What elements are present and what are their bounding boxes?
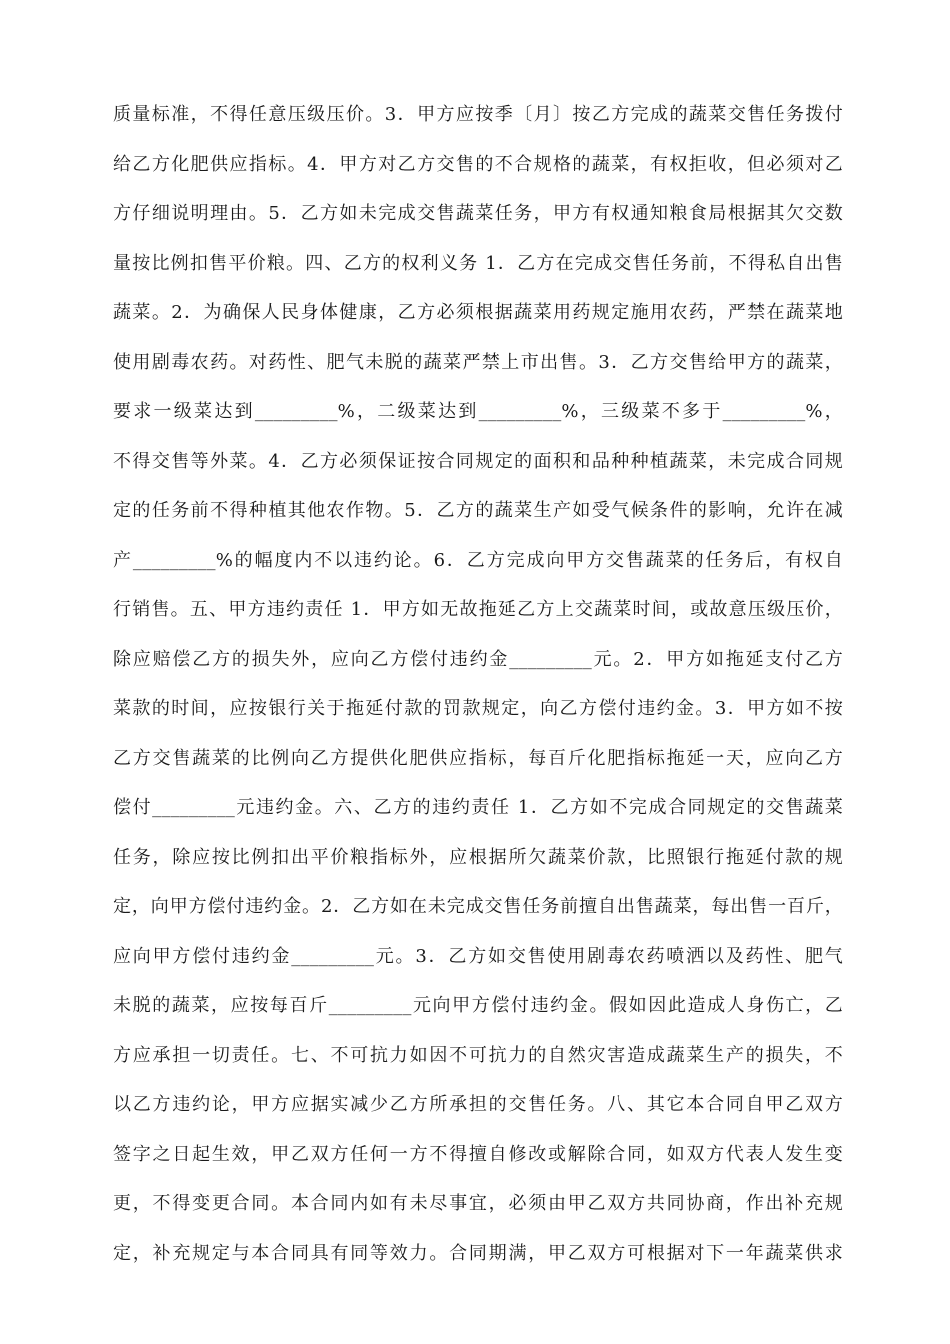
text-line: 以乙方违约论，甲方应据实减少乙方所承担的交售任务。八、其它本合同自甲乙双方 (113, 1094, 843, 1115)
text-line: 定，向甲方偿付违约金。2．乙方如在未完成交售任务前擅自出售蔬菜，每出售一百斤， (113, 896, 843, 917)
text-line: 偿付_________元违约金。六、乙方的违约责任 1．乙方如不完成合同规定的交售蔬菜 (113, 797, 843, 818)
text-line: 不得交售等外菜。4．乙方必须保证按合同规定的面积和品种种植蔬菜，未完成合同规 (113, 450, 843, 472)
text-line: 菜款的时间，应按银行关于拖延付款的罚款规定，向乙方偿付违约金。3．甲方如不按 (113, 698, 843, 719)
contract-body-text (113, 99, 843, 1287)
text-line: 应向甲方偿付违约金_________元。3．乙方如交售使用剧毒农药喷洒以及药性、肥气 (113, 945, 843, 967)
text-line: 行销售。五、甲方违约责任 1．甲方如无故拖延乙方上交蔬菜时间，或故意压级压价， (113, 599, 843, 620)
text-line: 使用剧毒农药。对药性、肥气未脱的蔬菜严禁上市出售。3．乙方交售给甲方的蔬菜， (113, 351, 843, 373)
text-line: 乙方交售蔬菜的比例向乙方提供化肥供应指标，每百斤化肥指标拖延一天，应向乙方 (113, 747, 843, 769)
text-line: 方应承担一切责任。七、不可抗力如因不可抗力的自然灾害造成蔬菜生产的损失，不 (113, 1044, 843, 1066)
text-line: 给乙方化肥供应指标。4．甲方对乙方交售的不合规格的蔬菜，有权拒收，但必须对乙 (113, 153, 843, 175)
text-line: 质量标准，不得任意压级压价。3．甲方应按季〔月〕按乙方完成的蔬菜交售任务拨付 (113, 104, 843, 125)
text-line: 除应赔偿乙方的损失外，应向乙方偿付违约金_________元。2．甲方如拖延支付乙方 (113, 648, 843, 670)
text-line: 产_________%的幅度内不以违约论。6．乙方完成向甲方交售蔬菜的任务后，有权自 (113, 549, 843, 571)
text-line: 方仔细说明理由。5．乙方如未完成交售蔬菜任务，甲方有权通知粮食局根据其欠交数 (113, 203, 843, 224)
text-line: 定，补充规定与本合同具有同等效力。合同期满，甲乙双方可根据对下一年蔬菜供求 (113, 1242, 843, 1264)
text-line: 签字之日起生效，甲乙双方任何一方不得擅自修改或解除合同，如双方代表人发生变 (113, 1143, 843, 1165)
text-line: 定的任务前不得种植其他农作物。5．乙方的蔬菜生产如受气候条件的影响，允许在减 (113, 500, 843, 521)
text-line: 更，不得变更合同。本合同内如有未尽事宜，必须由甲乙双方共同协商，作出补充规 (113, 1193, 843, 1214)
text-line: 要求一级菜达到_________%，二级菜达到_________%，三级菜不多于_________%， (113, 401, 843, 422)
text-line: 量按比例扣售平价粮。四、乙方的权利义务 1．乙方在完成交售任务前，不得私自出售 (113, 252, 843, 274)
text-line: 蔬菜。2．为确保人民身体健康，乙方必须根据蔬菜用药规定施用农药，严禁在蔬菜地 (113, 302, 843, 323)
text-line: 任务，除应按比例扣出平价粮指标外，应根据所欠蔬菜价款，比照银行拖延付款的规 (113, 846, 843, 868)
text-line: 未脱的蔬菜，应按每百斤_________元向甲方偿付违约金。假如因此造成人身伤亡，乙 (113, 995, 843, 1016)
